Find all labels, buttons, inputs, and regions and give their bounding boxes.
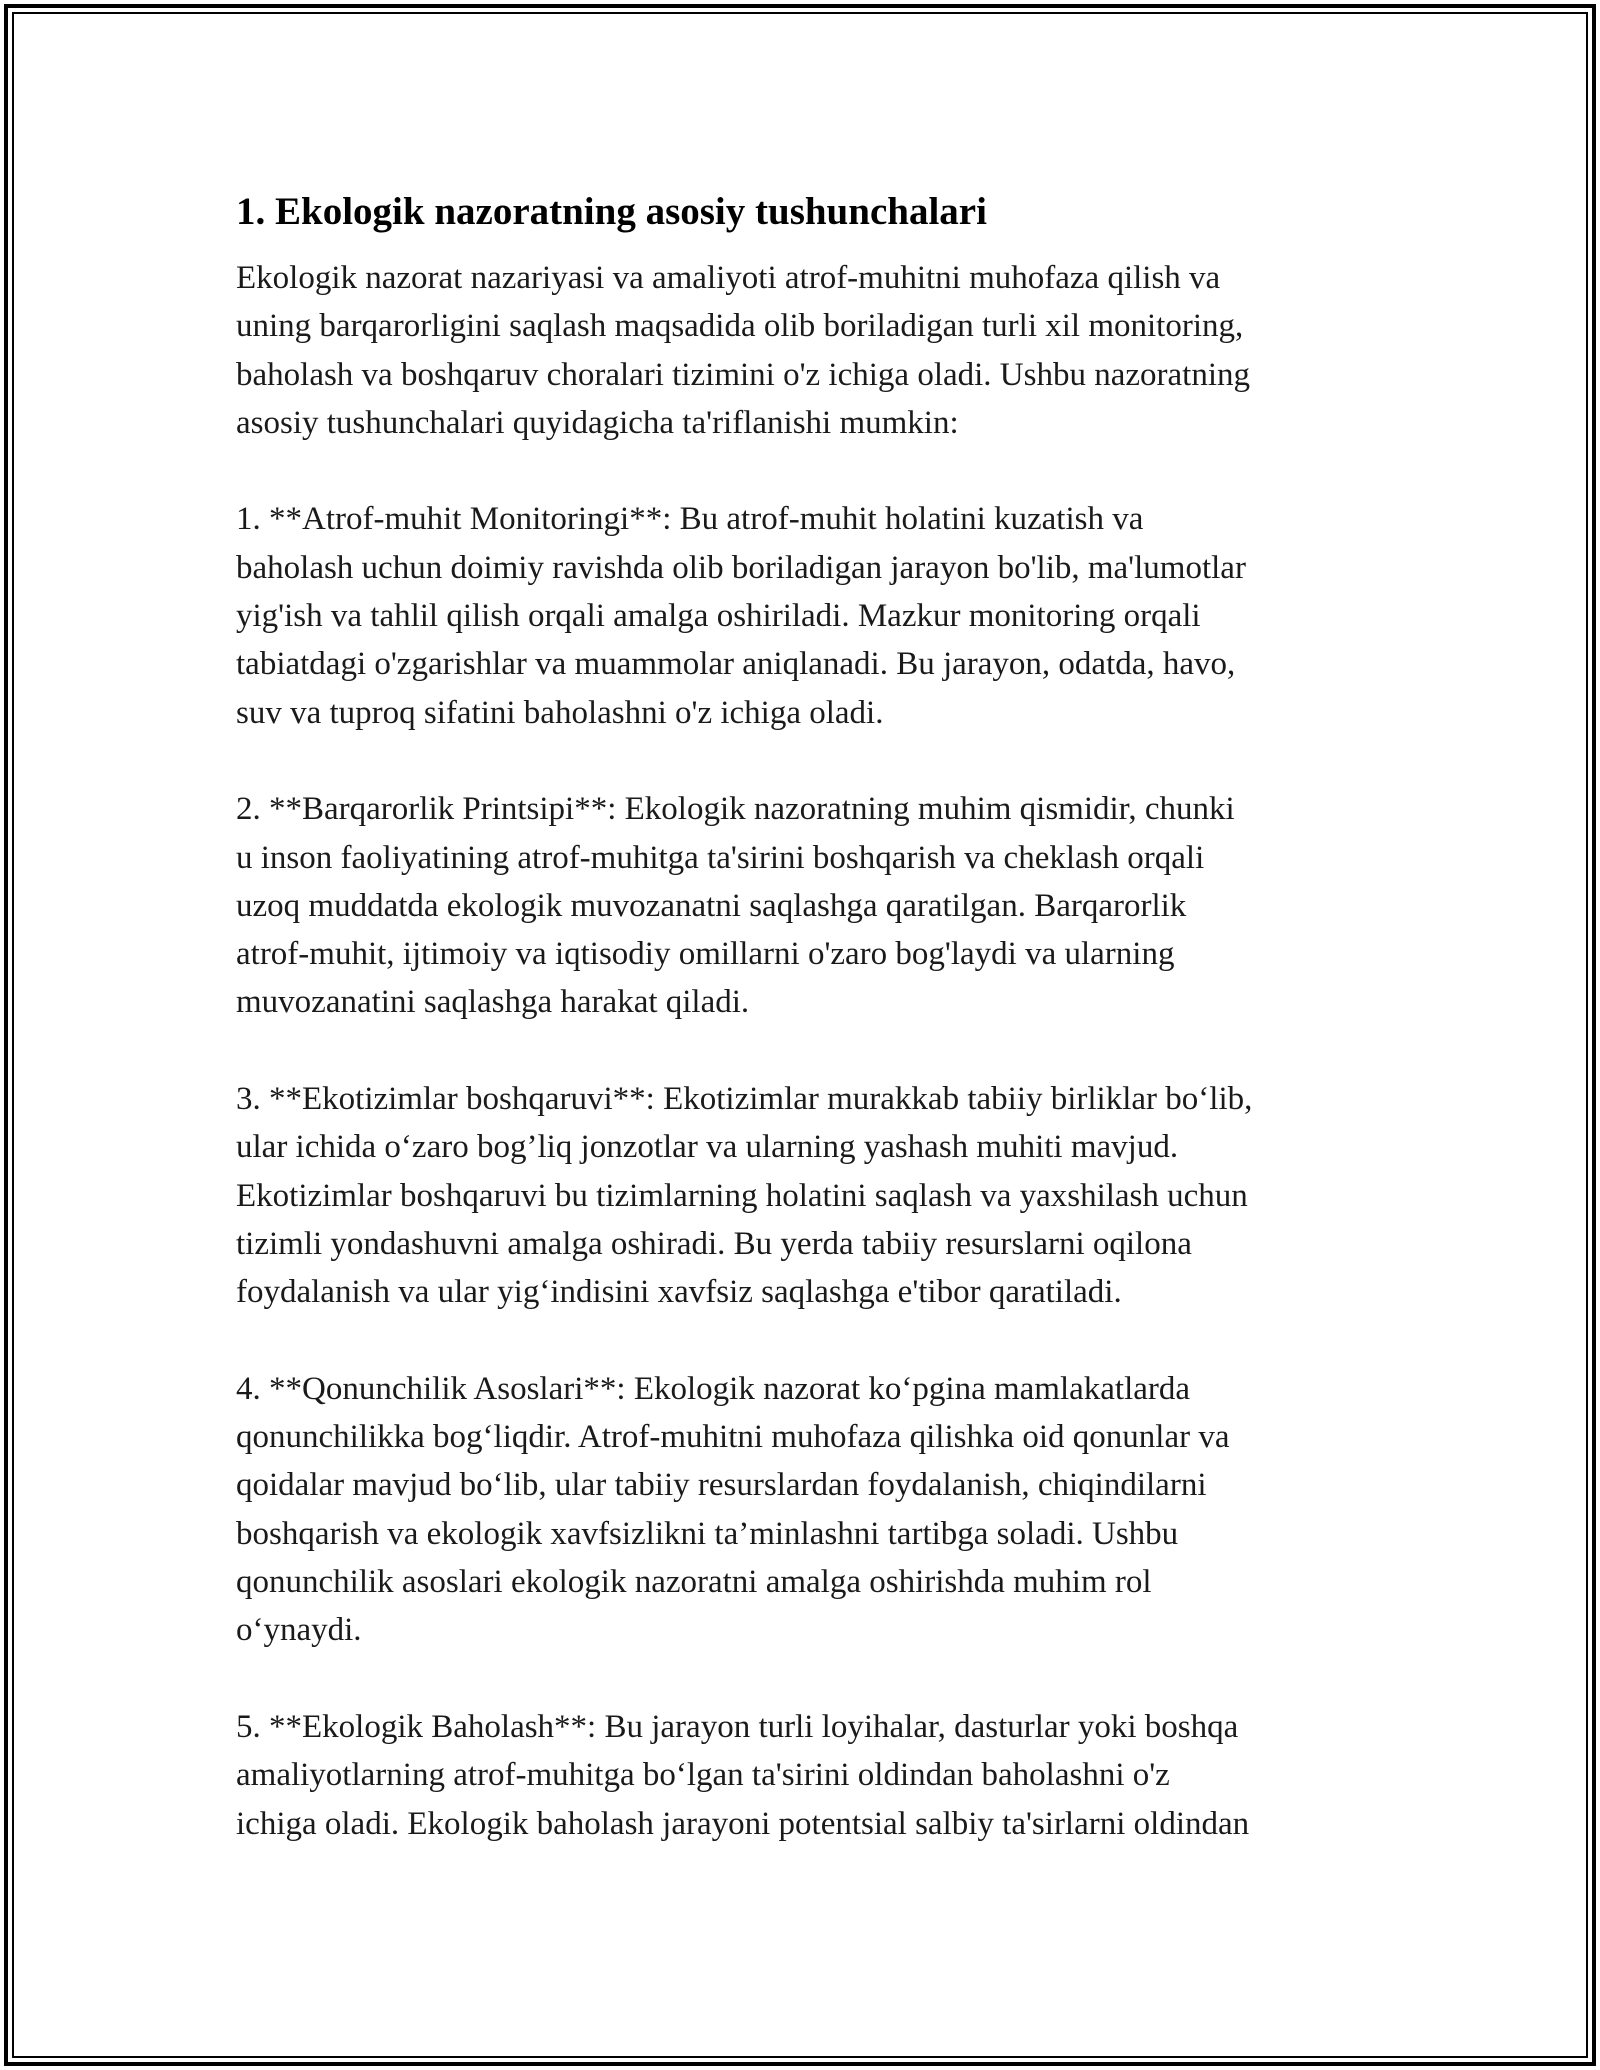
paragraph-line: 3. **Ekotizimlar boshqaruvi**: Ekotizimlar murakkab tabiiy birliklar bo‘lib,	[236, 1081, 1253, 1118]
paragraph-line: tizimli yondashuvni amalga oshiradi. Bu yerda tabiiy resurslarni oqilona	[236, 1225, 1192, 1262]
list-item-legislation	[236, 1365, 1376, 1655]
list-item-ecosystems	[236, 1075, 1376, 1316]
paragraph-line: Ekotizimlar boshqaruvi bu tizimlarning holatini saqlash va yaxshilash uchun	[236, 1177, 1248, 1214]
paragraph-line: qoidalar mavjud bo‘lib, ular tabiiy resurslardan foydalanish, chiqindilarni	[236, 1467, 1207, 1504]
paragraph-line: Ekologik nazorat nazariyasi va amaliyoti atrof-muhitni muhofaza qilish va	[236, 260, 1221, 296]
paragraph-line: uning barqarorligini saqlash maqsadida olib boriladigan turli xil monitoring,	[236, 308, 1244, 345]
paragraph-line: suv va tuproq sifatini baholashni o'z ichiga oladi.	[236, 694, 884, 731]
paragraph-line: 4. **Qonunchilik Asoslari**: Ekologik nazorat ko‘pgina mamlakatlarda	[236, 1370, 1191, 1407]
paragraph-line: muvozanatini saqlashga harakat qiladi.	[236, 984, 750, 1021]
paragraph-line: asosiy tushunchalari quyidagicha ta'riflanishi mumkin:	[236, 404, 959, 441]
paragraph-line: qonunchilik asoslari ekologik nazoratni amalga oshirishda muhim rol	[236, 1564, 1152, 1601]
list-item-monitoring	[236, 495, 1376, 736]
paragraph-line: 1. **Atrof-muhit Monitoringi**: Bu atrof-muhit holatini kuzatish va	[236, 501, 1144, 538]
paragraph-line: tabiatdagi o'zgarishlar va muammolar aniqlanadi. Bu jarayon, odatda, havo,	[236, 646, 1236, 683]
paragraph-line: 5. **Ekologik Baholash**: Bu jarayon turli loyihalar, dasturlar yoki boshqa	[236, 1708, 1239, 1745]
section-heading: 1. Ekologik nazoratning asosiy tushunchalari	[236, 190, 987, 233]
intro-paragraph	[236, 254, 1376, 447]
paragraph-line: amaliyotlarning atrof-muhitga bo‘lgan ta'sirini oldindan baholashni o'z	[236, 1757, 1170, 1794]
paragraph-line: ular ichida o‘zaro bog’liq jonzotlar va ularning yashash muhiti mavjud.	[236, 1129, 1179, 1166]
document-body	[236, 186, 1376, 1896]
paragraph-line: yig'ish va tahlil qilish orqali amalga oshiriladi. Mazkur monitoring orqali	[236, 598, 1201, 635]
paragraph-line: atrof-muhit, ijtimoiy va iqtisodiy omillarni o'zaro bog'laydi va ularning	[236, 936, 1175, 973]
paragraph-line: uzoq muddatda ekologik muvozanatni saqlashga qaratilgan. Barqarorlik	[236, 887, 1187, 924]
paragraph-line: baholash va boshqaruv choralari tizimini o'z ichiga oladi. Ushbu nazoratning	[236, 356, 1250, 393]
list-item-sustainability	[236, 785, 1376, 1026]
paragraph-line: foydalanish va ular yig‘indisini xavfsiz saqlashga e'tibor qaratiladi.	[236, 1274, 1122, 1311]
paragraph-line: ichiga oladi. Ekologik baholash jarayoni potentsial salbiy ta'sirlarni oldindan	[236, 1805, 1250, 1842]
paragraph-line: boshqarish va ekologik xavfsizlikni ta’minlashni tartibga soladi. Ushbu	[236, 1515, 1179, 1552]
paragraph-line: qonunchilikka bog‘liqdir. Atrof-muhitni muhofaza qilishka oid qonunlar va	[236, 1419, 1230, 1456]
list-item-assessment	[236, 1703, 1376, 1848]
paragraph-line: baholash uchun doimiy ravishda olib boriladigan jarayon bo'lib, ma'lumotlar	[236, 549, 1246, 586]
paragraph-line: o‘ynaydi.	[236, 1612, 362, 1649]
paragraph-line: 2. **Barqarorlik Printsipi**: Ekologik nazoratning muhim qismidir, chunki	[236, 791, 1235, 828]
paragraph-line: u inson faoliyatining atrof-muhitga ta'sirini boshqarish va cheklash orqali	[236, 839, 1205, 876]
